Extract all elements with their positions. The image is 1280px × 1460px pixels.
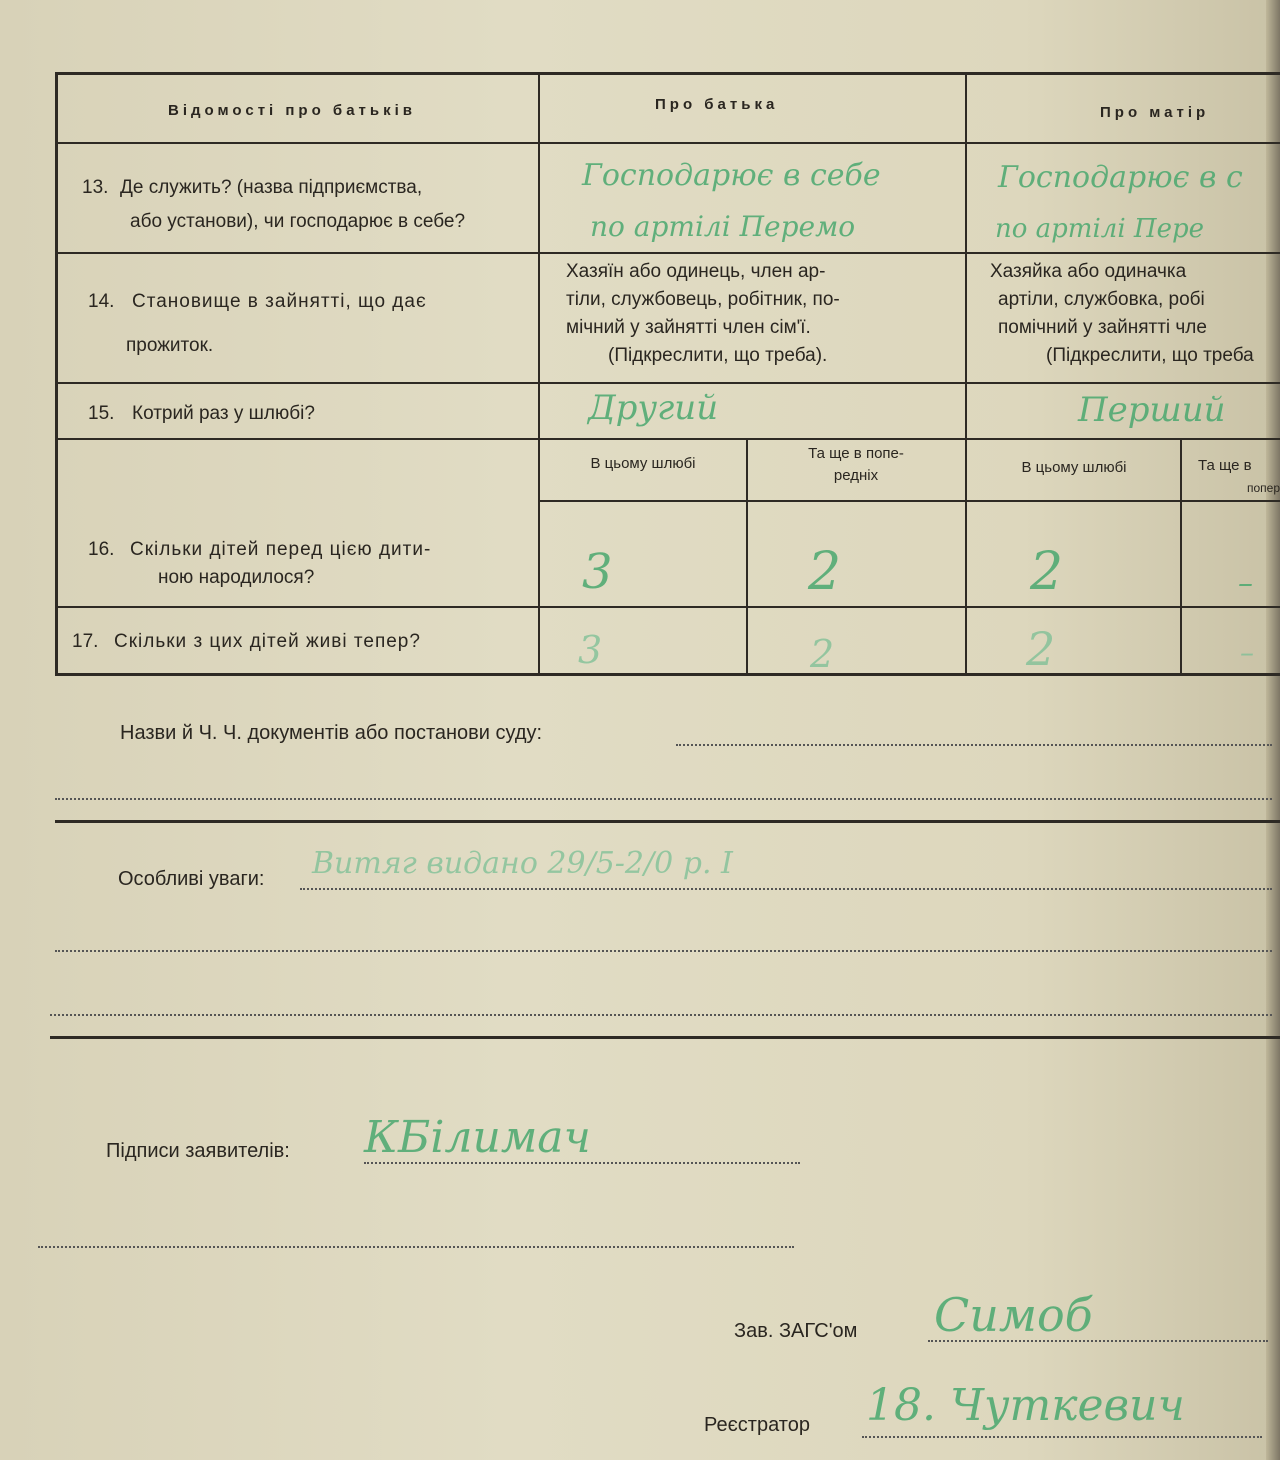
documents-label: Назви й Ч. Ч. документів або постанови суду: <box>120 722 543 744</box>
signatures-label: Підписи заявителів: <box>106 1140 290 1162</box>
q14-mother-option-line4: (Підкреслити, що треба <box>1046 345 1254 366</box>
q15-question: Котрий раз у шлюбі? <box>132 403 315 424</box>
row-divider <box>55 382 1280 384</box>
q16-father-this-marriage-header: В цьому шлюбі <box>590 455 696 472</box>
q13-father-answer-line1: Господарює в себе <box>582 158 881 193</box>
head-registry-signature: Симоб <box>934 1288 1093 1342</box>
q13-mother-answer-line1: Господарює в с <box>998 160 1243 195</box>
q16-mother-previous-header-line1: Та ще в <box>1198 457 1252 474</box>
q16-father-previous-value: 2 <box>808 542 842 602</box>
q17-mother-this-value: 2 <box>1026 622 1056 676</box>
q16-father-previous-header-line1: Та ще в попе- <box>808 445 904 462</box>
remarks-dotted-line <box>55 950 1272 952</box>
row-divider <box>55 252 1280 254</box>
documents-dotted-line <box>55 798 1272 800</box>
q13-mother-answer-line2: по артілі Пере <box>995 214 1205 244</box>
q13-number: 13. <box>82 177 109 198</box>
row-divider <box>55 438 1280 440</box>
column-divider <box>746 438 748 676</box>
q13-father-answer-line2: по артілі Перемо <box>590 210 856 243</box>
q16-mother-previous-header-line2: попер <box>1246 481 1280 495</box>
q14-father-option-line2: тіли, службовець, робітник, по- <box>566 289 840 310</box>
q13-question-line2: або установи), чи господарює в себе? <box>130 211 466 232</box>
q17-father-previous-value: 2 <box>810 632 835 676</box>
column-divider <box>965 72 967 676</box>
registrar-dotted-line <box>862 1436 1262 1438</box>
column-divider <box>1180 438 1182 676</box>
q16-question-line1: Скільки дітей перед цією дити- <box>130 539 432 560</box>
applicant-signature: КБілимач <box>364 1112 591 1163</box>
q17-mother-previous-value: – <box>1240 636 1254 669</box>
q13-question-line1: Де служить? (назва підприємства, <box>120 177 423 198</box>
q14-father-option-line1: Хазяїн або одинець, член ар- <box>566 261 826 282</box>
q14-number: 14. <box>88 291 115 312</box>
header-mother: Про матір <box>1100 104 1210 121</box>
q14-mother-option-line1: Хазяйка або одиначка <box>990 261 1187 282</box>
q17-question: Скільки з цих дітей живі тепер? <box>114 631 421 652</box>
q14-father-option-line3: мічний у зайнятті член сім'ї. <box>566 317 811 338</box>
q14-question-line1: Становище в зайнятті, що дає <box>132 291 427 312</box>
row-divider <box>540 500 1280 502</box>
row-divider <box>55 142 1280 144</box>
q16-father-previous-header-line2: редніх <box>833 467 879 484</box>
q15-father-answer: Другий <box>588 388 719 428</box>
registrar-label: Реєстратор <box>704 1414 810 1436</box>
registrar-signature: 18. Чуткевич <box>866 1380 1185 1431</box>
documents-dotted-line <box>676 744 1272 746</box>
row-divider <box>55 606 1280 608</box>
remarks-handwritten: Витяг видано 29/5-2/0 р. І <box>312 846 733 881</box>
section-divider <box>50 1036 1280 1039</box>
head-registry-label: Зав. ЗАГС'ом <box>734 1320 858 1342</box>
q14-father-option-line4: (Підкреслити, що треба). <box>608 345 828 366</box>
signatures-dotted-line <box>38 1246 794 1248</box>
section-divider <box>55 820 1280 823</box>
column-divider <box>538 72 540 676</box>
q16-mother-this-marriage-header: В цьому шлюбі <box>1021 459 1127 476</box>
q16-father-this-value: 3 <box>582 544 613 600</box>
q16-mother-previous-value: – <box>1238 566 1253 601</box>
remarks-dotted-line <box>50 1014 1272 1016</box>
q16-mother-this-value: 2 <box>1030 542 1064 602</box>
remarks-label: Особливі уваги: <box>118 868 265 890</box>
q15-mother-answer: Перший <box>1078 390 1226 430</box>
q16-question-line2: ною народилося? <box>158 567 315 588</box>
remarks-dotted-line <box>300 888 1272 890</box>
q17-father-this-value: 3 <box>578 628 603 672</box>
header-father: Про батька <box>655 96 779 113</box>
q16-number: 16. <box>88 539 115 560</box>
header-parents-info: Відомості про батьків <box>168 102 416 119</box>
q14-mother-option-line2: артіли, службовка, робі <box>998 289 1205 310</box>
q14-mother-option-line3: помічний у зайнятті чле <box>998 317 1207 338</box>
q17-number: 17. <box>72 631 99 652</box>
q15-number: 15. <box>88 403 115 424</box>
q14-question-line2: прожиток. <box>126 335 214 356</box>
